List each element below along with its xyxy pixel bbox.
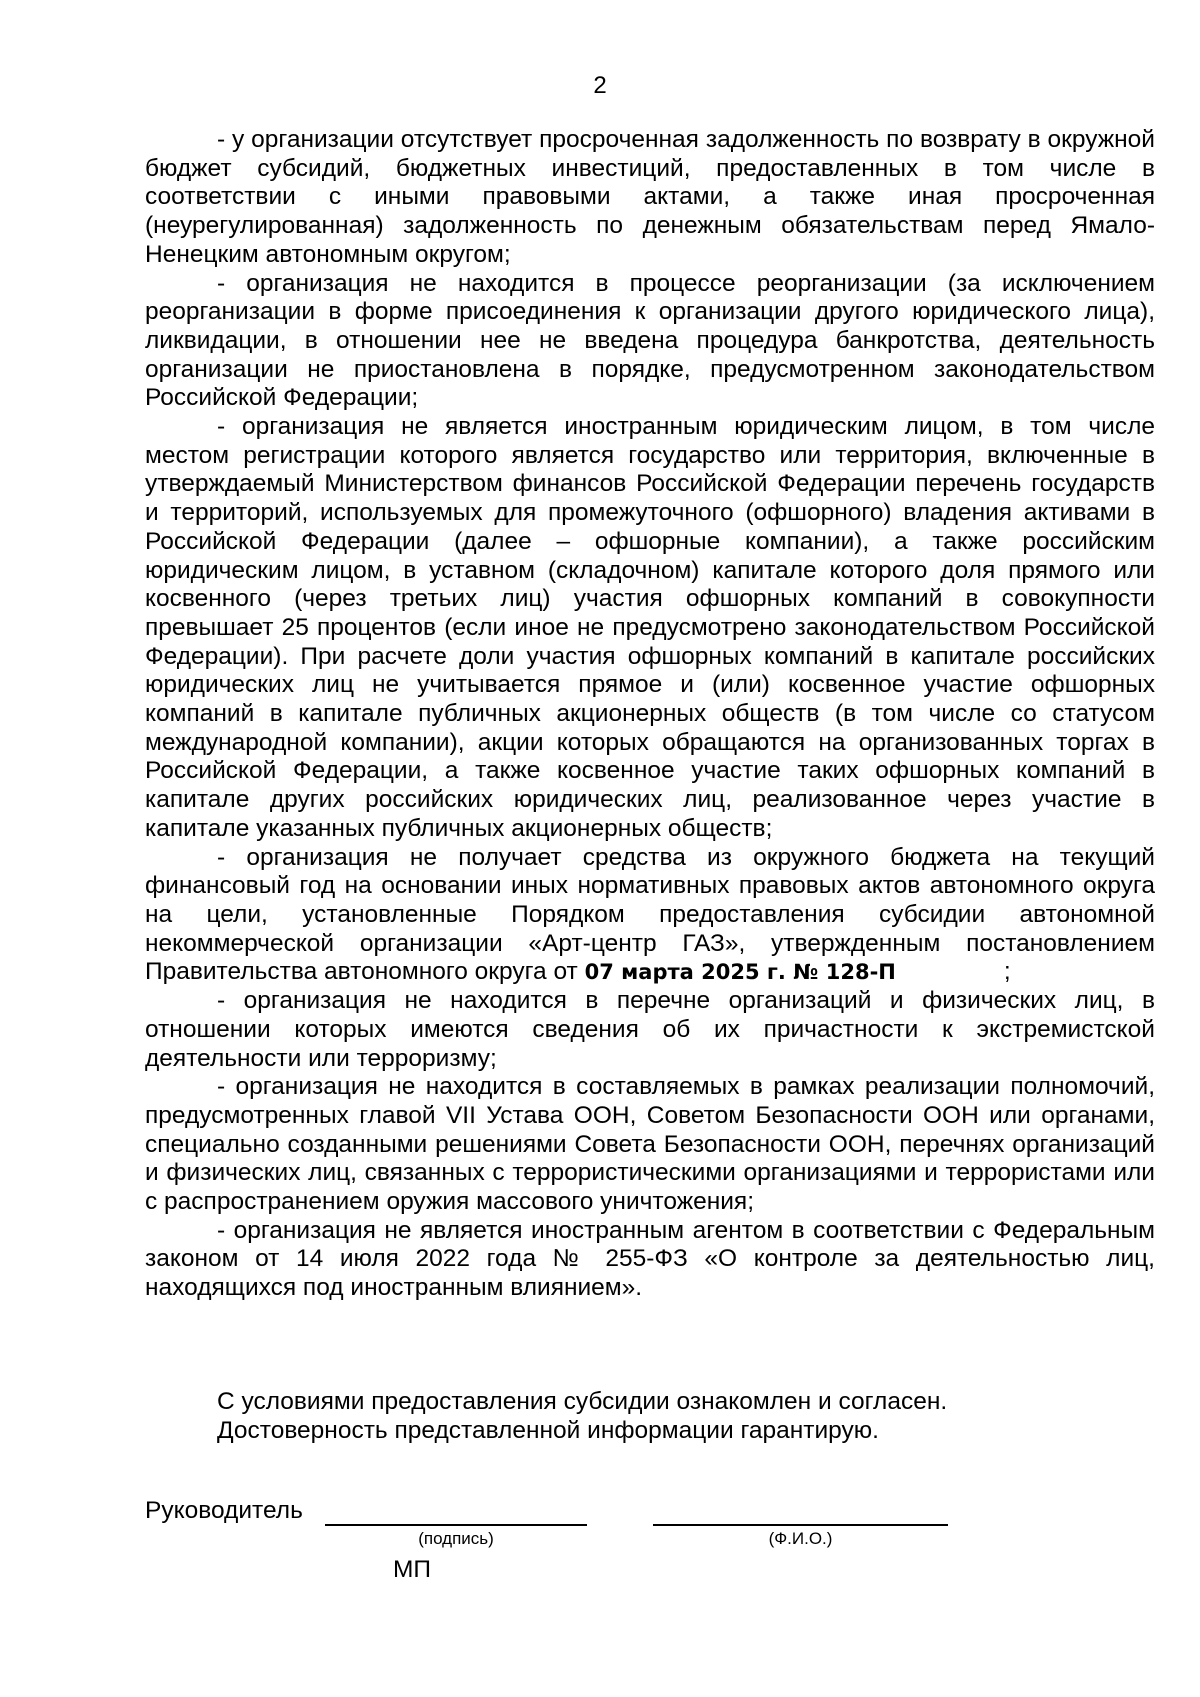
- name-caption: (Ф.И.О.): [768, 1529, 833, 1548]
- paragraph-no-reorganization: - организация не находится в процессе реорганизации (за исключением реорганизации в форме присоединения к организации другого юридического лица), ликвидации, в отношении нее не введена процедура банкротства, деятельность организации не приостановлена в порядке, предусмотренном законодательством Российской Федерации;: [145, 269, 1155, 412]
- paragraph-not-extremist: - организация не находится в перечне организаций и физических лиц, в отношении которых имеются сведения об их причастности к экстремистской деятельности или терроризму;: [145, 987, 1155, 1072]
- consent-line-guarantee: Достоверность представленной информации гарантирую.: [217, 1417, 879, 1444]
- consent-line-agree: С условиями предоставления субсидии ознакомлен и согласен.: [217, 1388, 948, 1415]
- decree-reference: 07 марта 2025 г. № 128-П: [584, 960, 896, 985]
- signature-line: [325, 1496, 587, 1526]
- decree-tail: ;: [1003, 958, 1011, 986]
- requirements-body: [145, 126, 1155, 1303]
- stamp-label: МП: [393, 1556, 432, 1583]
- signature-block: [145, 1496, 1155, 1606]
- paragraph-not-foreign-agent: - организация не является иностранным агентом в соответствии с Федеральным законом от 14 июля 2022 года № 255-ФЗ «О контроле за деятельностью лиц, находящихся под иностранным влиянием».: [145, 1216, 1155, 1302]
- name-line: [653, 1496, 948, 1526]
- signature-label: Руководитель: [145, 1497, 303, 1524]
- signature-caption: (подпись): [418, 1529, 494, 1548]
- consent-block: [217, 1387, 1155, 1445]
- paragraph-not-un-listed: - организация не находится в составляемых в рамках реализации полномочий, предусмотренных главой VII Устава ООН, Советом Безопасности ООН или органами, специально созданными решениями Совета Безопасности ООН, перечнях организаций и физических лиц, связанных с террористическими организациями и террористами или с распространением оружия массового уничтожения;: [145, 1073, 1155, 1216]
- paragraph-no-other-funds-text: - организация не получает средства из окружного бюджета на текущий финансовый год на основании иных нормативных правовых актов автономного округа на цели, установленные Порядком предоставления субсидии автономной некоммерческой организации «Арт-центр ГАЗ», утвержденным постановлением Правительства автономного округа от: [145, 843, 1155, 986]
- paragraph-no-other-funds: [145, 844, 1155, 988]
- paragraph-no-debt: - у организации отсутствует просроченная задолженность по возврату в окружной бюджет субсидий, бюджетных инвестиций, предоставленных в том числе в соответствии с иными правовыми актами, а также иная просроченная (неурегулированная) задолженность по денежным обязательствам перед Ямало-Ненецким автономным округом;: [145, 126, 1155, 268]
- page-number: 2: [593, 72, 607, 99]
- paragraph-not-foreign-entity: - организация не является иностранным юридическим лицом, в том числе местом регистрации которого является государство или территория, включенные в утверждаемый Министерством финансов Российской Федерации перечень государств и территорий, используемых для промежуточного (офшорного) владения активами в Российской Федерации (далее – офшорные компании), а также российским юридическим лицом, в уставном (складочном) капитале которого доля прямого или косвенного (через третьих лиц) участия офшорных компаний в совокупности превышает 25 процентов (если иное не предусмотрено законодательством Российской Федерации). При расчете доли участия офшорных компаний в капитале российских юридических лиц не учитывается прямое и (или) косвенное участие офшорных компаний в капитале публичных акционерных обществ (в том числе со статусом международной компании), акции которых обращаются на организованных торгах в Российской Федерации, а также косвенное участие таких офшорных компаний в капитале других российских юридических лиц, реализованное через участие в капитале указанных публичных акционерных обществ;: [145, 413, 1155, 842]
